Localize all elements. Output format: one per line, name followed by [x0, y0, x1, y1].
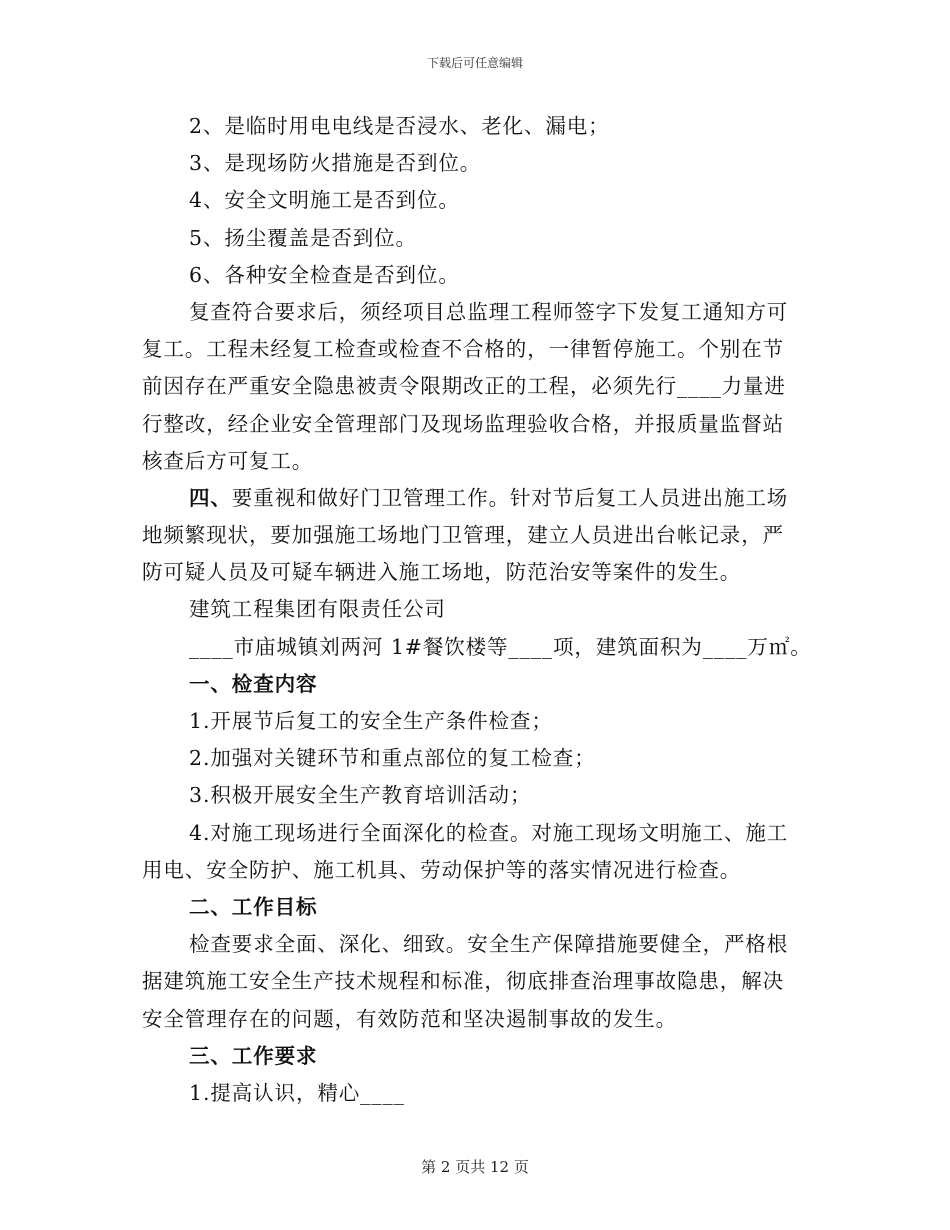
document-body — [142, 108, 810, 1112]
paragraph-line: 5、扬尘覆盖是否到位。 — [189, 225, 417, 250]
section-heading-inspection-content: 一、检查内容 — [189, 671, 318, 696]
page-header: 下载后可任意编辑 — [426, 56, 523, 70]
list-item: 3.积极开展安全生产教育培训活动； — [189, 783, 532, 808]
paragraph-line: 安全管理存在的问题，有效防范和坚决遏制事故的发生。 — [142, 1006, 677, 1031]
project-summary-line: ____市庙城镇刘两河 1#餐饮楼等____项，建筑面积为____万㎡。 — [189, 634, 812, 659]
paragraph-line-section-four — [142, 480, 810, 517]
section-heading-work-requirements: 三、工作要求 — [189, 1043, 318, 1068]
list-item-continuation: 用电、安全防护、施工机具、劳动保护等的落实情况进行检查。 — [142, 857, 742, 882]
paragraph-line: 地频繁现状，要加强施工场地门卫管理，建立人员进出台帐记录，严 — [142, 523, 784, 548]
paragraph-line: 2、是临时用电电线是否浸水、老化、漏电； — [189, 114, 610, 138]
paragraph-line: 检查要求全面、深化、细致。安全生产保障措施要健全，严格根 — [189, 932, 789, 957]
company-name: 建筑工程集团有限责任公司 — [189, 597, 446, 622]
list-item: 1.开展节后复工的安全生产条件检查； — [189, 709, 553, 733]
paragraph-line: 6、各种安全检查是否到位。 — [189, 262, 460, 287]
list-item: 4.对施工现场进行全面深化的检查。对施工现场文明施工、施工 — [189, 820, 789, 845]
section-four-text: 要重视和做好门卫管理工作。针对节后复工人员进出施工场 — [231, 485, 789, 510]
paragraph-line: 4、安全文明施工是否到位。 — [189, 188, 460, 213]
list-item: 2.加强对关键环节和重点部位的复工检查； — [189, 746, 596, 771]
paragraph-line: 防可疑人员及可疑车辆进入施工场地，防范治安等案件的发生。 — [142, 560, 742, 585]
paragraph-line: 核查后方可复工。 — [142, 448, 314, 473]
paragraph-line: 3、是现场防火措施是否到位。 — [189, 151, 482, 176]
paragraph-line: 行整改，经企业安全管理部门及现场监理验收合格，并报质量监督站 — [142, 411, 784, 436]
section-heading-work-goals: 二、工作目标 — [189, 894, 318, 919]
paragraph-line: 复工。工程未经复工检查或检查不合格的，一律暂停施工。个别在节 — [142, 337, 784, 362]
list-item: 1.提高认识，精心____ — [189, 1080, 405, 1105]
section-four-prefix: 四、 — [189, 485, 232, 510]
paragraph-line: 据建筑施工安全生产技术规程和标准，彻底排查治理事故隐患，解决 — [142, 969, 784, 994]
paragraph-line: 前因存在严重安全隐患被责令限期改正的工程，必须先行____力量进 — [142, 374, 786, 399]
paragraph-line: 复查符合要求后，须经项目总监理工程师签字下发复工通知方可 — [189, 299, 789, 324]
page-footer: 第 2 页共 12 页 — [421, 1158, 529, 1176]
